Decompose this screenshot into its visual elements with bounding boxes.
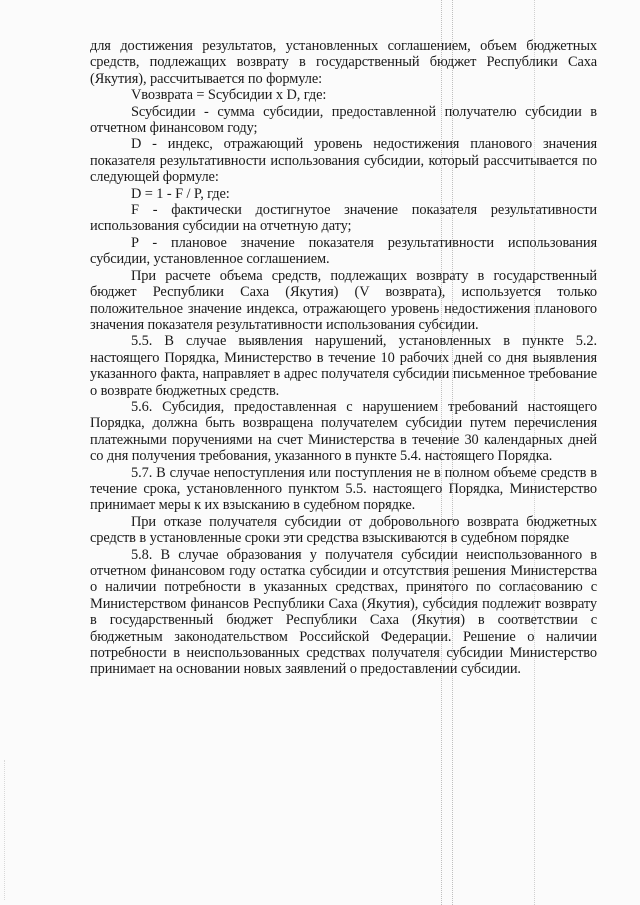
paragraph-clause-5-8: 5.8. В случае образования у получателя субсидии неиспользованного в отчетном финансовом году остатка субсидии и отсутствия решения Министерства о наличии потребности в указанных средствах, принятого по согласованию с Министерством финансов Республики Саха (Якутия), субсидия подлежит возврату в государственный бюджет Республики Саха (Якутия) в соответствии с бюджетным законодательством Российской Федерации. Решение о наличии потребности в неиспользованных средствах получателя субсидии Министерство принимает на основании новых заявлений о предоставлении субсидии.	[90, 546, 597, 678]
paragraph-clause-5-7: 5.7. В случае непоступления или поступления не в полном объеме средств в течение срока, установленного пунктом 5.5. настоящего Порядка, Министерство принимает меры к их взысканию в судебном порядке.	[90, 464, 597, 514]
paragraph-intro: для достижения результатов, установленных соглашением, объем бюджетных средств, подлежащих возврату в государственный бюджет Республики Саха (Якутия), рассчитывается по формуле:	[90, 38, 597, 87]
formula-d: D = 1 - F / P, где:	[131, 185, 230, 202]
paragraph-calculation-note: При расчете объема средств, подлежащих возврату в государственный бюджет Республики Саха (Якутия) (V возврата), используется только положительное значение индекса, отражающего уровень недостижения планового значения показателя результативности использования субсидии.	[90, 267, 597, 333]
paragraph-p-definition: P - плановое значение показателя результативности использования субсидии, установленное соглашением.	[90, 234, 597, 268]
formula-v-return: Vвозврата = Sсубсидии x D, где:	[131, 87, 327, 104]
paragraph-refusal: При отказе получателя субсидии от добровольного возврата бюджетных средств в установленные сроки эти средства взыскиваются в судебном порядке	[90, 513, 597, 547]
paragraph-d-index: D - индекс, отражающий уровень недостижения планового значения показателя результативности использования субсидии, который рассчитывается по следующей формуле:	[90, 136, 597, 186]
scan-artifact-line	[4, 760, 5, 900]
paragraph-s-subsidy: Sсубсидии - сумма субсидии, предоставленной получателю субсидии в отчетном финансовом году;	[90, 103, 597, 137]
paragraph-clause-5-6: 5.6. Субсидия, предоставленная с нарушением требований настоящего Порядка, должна быть возвращена получателем субсидии путем перечисления платежными поручениями на счет Министерства в течение 30 календарных дней со дня получения требования, указанного в пункте 5.4. настоящего Порядка.	[90, 398, 597, 465]
paragraph-clause-5-5: 5.5. В случае выявления нарушений, установленных в пункте 5.2. настоящего Порядка, Министерство в течение 10 рабочих дней со дня выявления указанного факта, направляет в адрес получателя субсидии письменное требование о возврате бюджетных средств.	[90, 333, 597, 399]
document-body	[90, 38, 597, 678]
paragraph-f-definition: F - фактически достигнутое значение показателя результативности использования субсидии на отчетную дату;	[90, 202, 597, 235]
